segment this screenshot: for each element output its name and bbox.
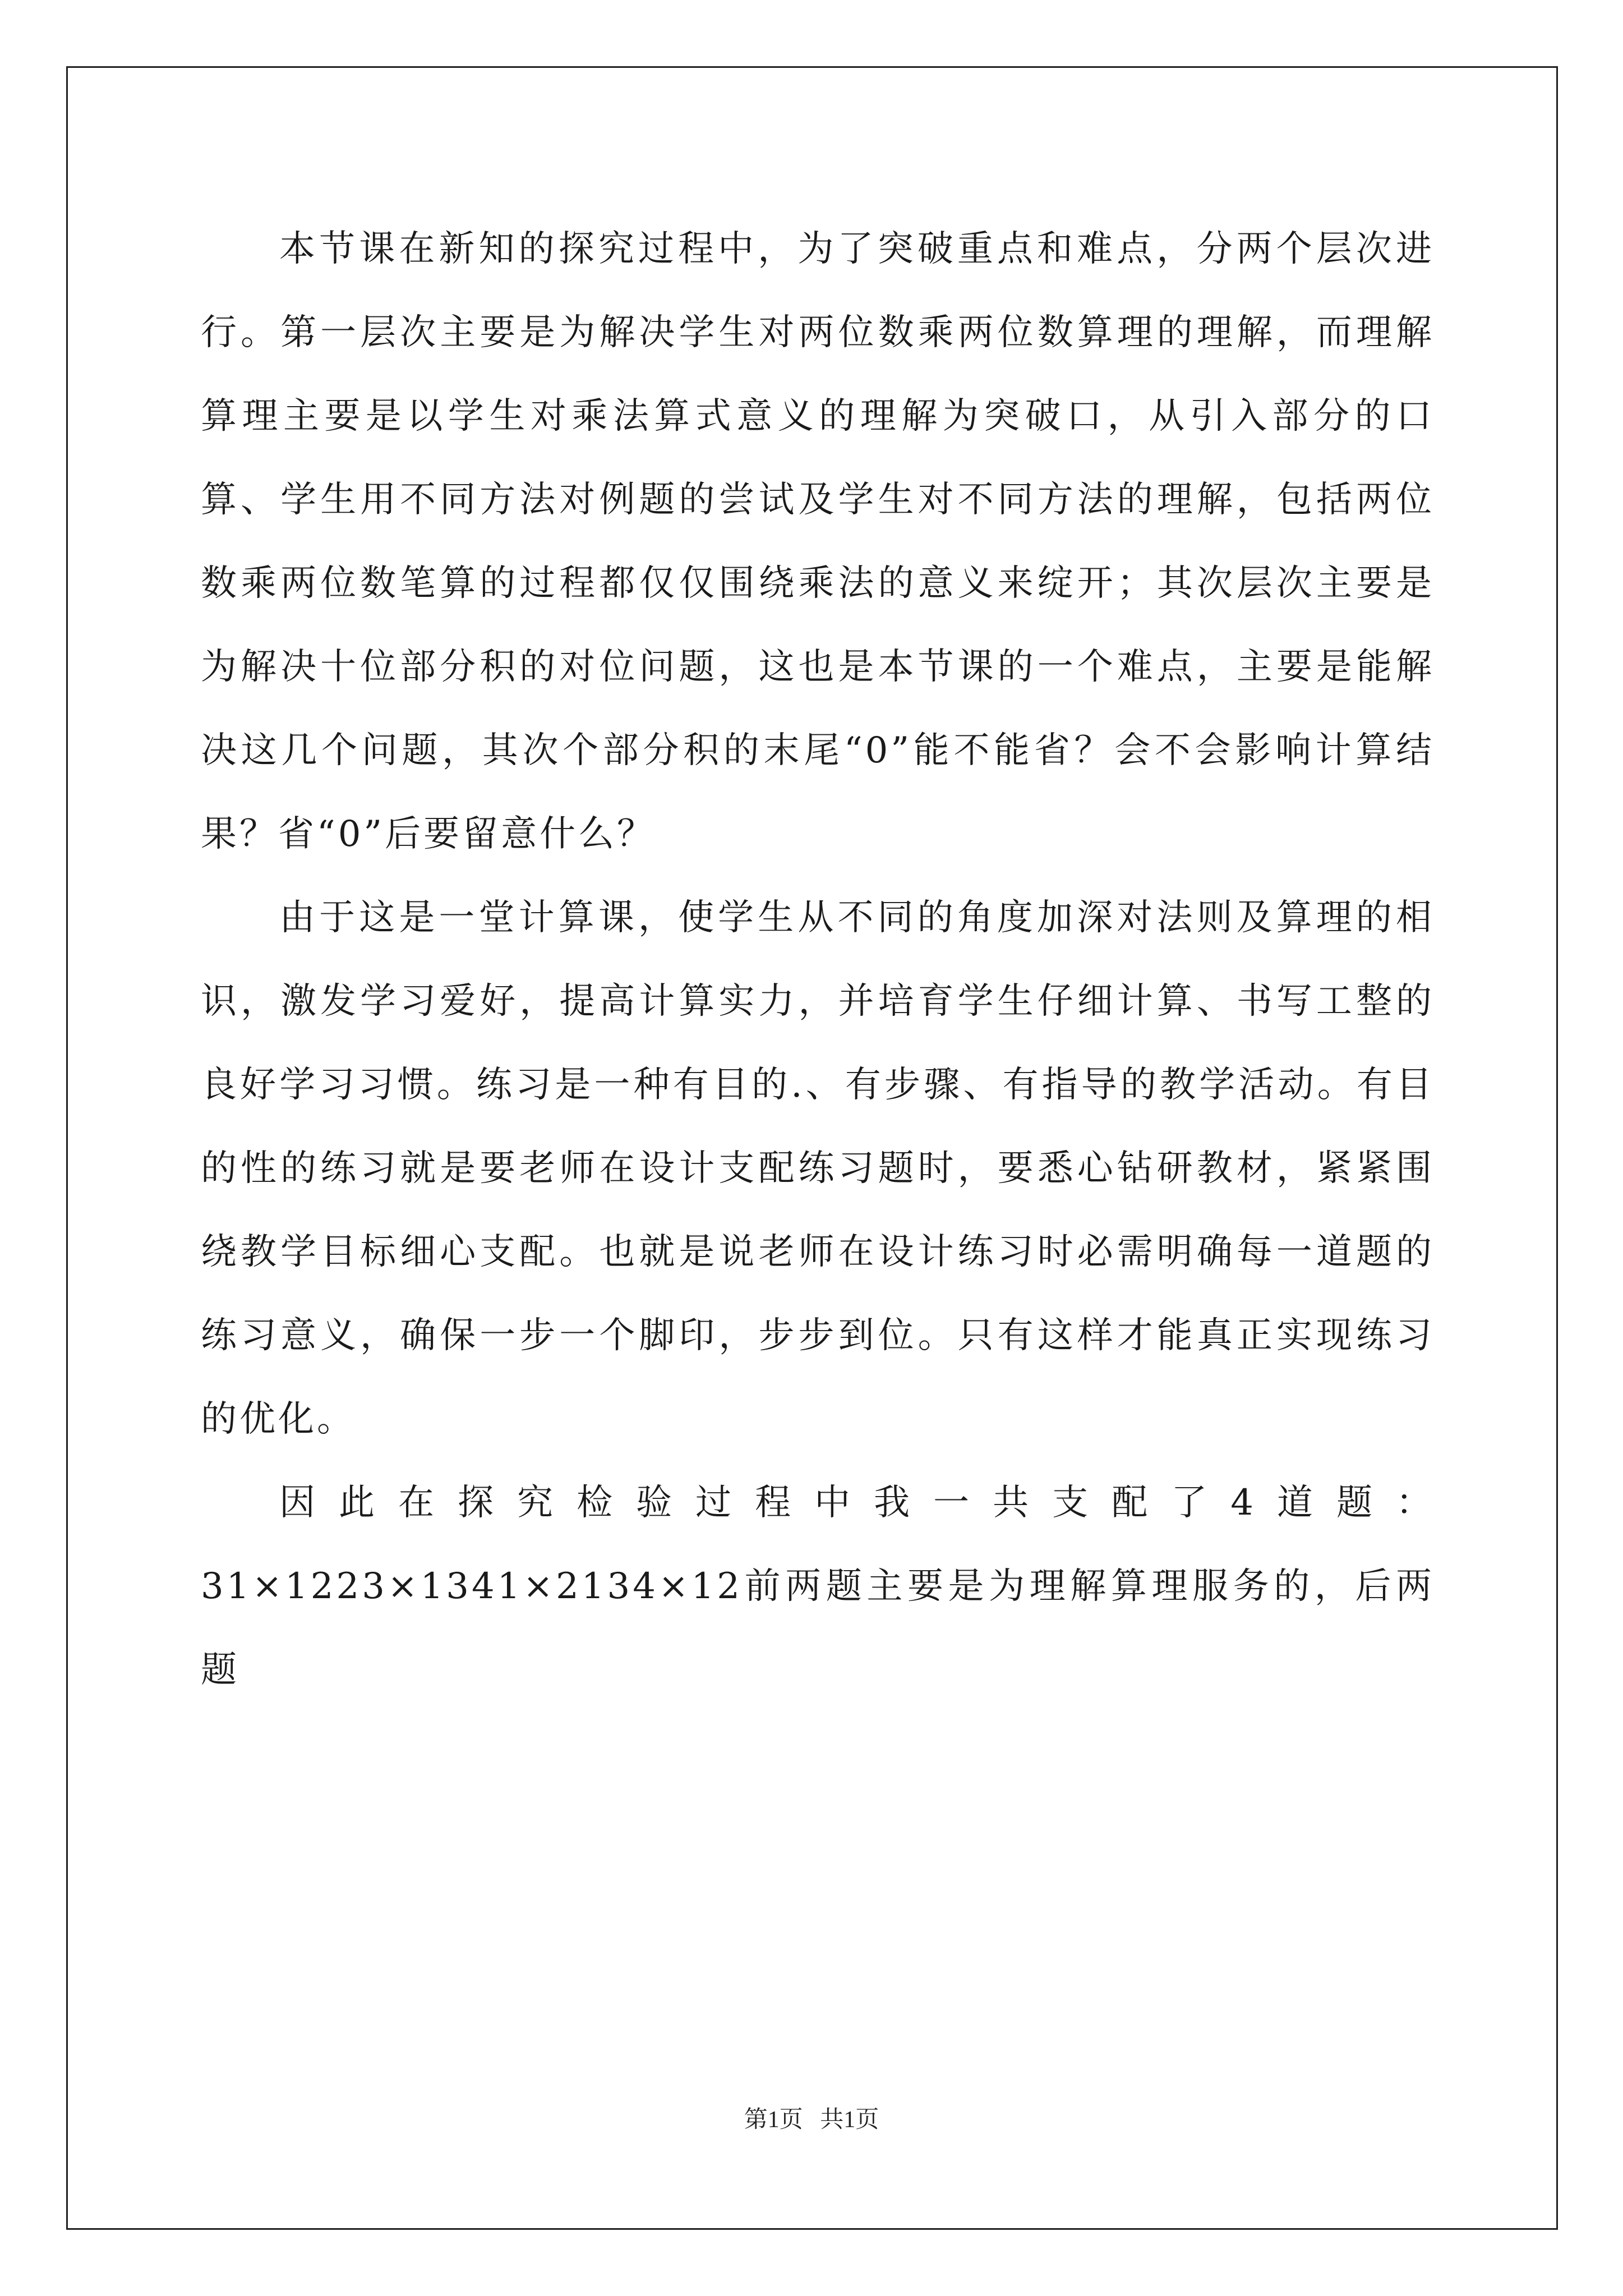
page-number-total: 共1页 xyxy=(820,2107,879,2133)
page-footer xyxy=(0,2101,1623,2134)
page-number-current: 第1页 xyxy=(744,2107,803,2133)
paragraph-1: 本节课在新知的探究过程中，为了突破重点和难点，分两个层次进行。第一层次主要是为解决学生对两位数乘两位数算理的理解，而理解算理主要是以学生对乘法算式意义的理解为突破口，从引入部分的口算、学生用不同方法对例题的尝试及学生对不同方法的理解，包括两位数乘两位数笔算的过程都仅仅围绕乘法的意义来绽开；其次层次主要是为解决十位部分积的对位问题，这也是本节课的一个难点，主要是能解决这几个问题，其次个部分积的末尾“0”能不能省？会不会影响计算结果？省“0”后要留意什么？ xyxy=(201,228,1435,855)
paragraph-2: 由于这是一堂计算课，使学生从不同的角度加深对法则及算理的相识，激发学习爱好，提高计算实力，并培育学生仔细计算、书写工整的良好学习习惯。练习是一种有目的.、有步骤、有指导的教学活动。有目的性的练习就是要老师在设计支配练习题时，要悉心钻研教材，紧紧围绕教学目标细心支配。也就是说老师在设计练习时必需明确每一道题的练习意义，确保一步一个脚印，步步到位。只有这样才能真正实现练习的优化。 xyxy=(201,897,1435,1440)
paragraph-3: 因此在探究检验过程中我一共支配了4道题：31×1223×1341×2134×12前两题主要是为理解算理服务的，后两题 xyxy=(201,1482,1435,1691)
document-body xyxy=(201,208,1435,1712)
